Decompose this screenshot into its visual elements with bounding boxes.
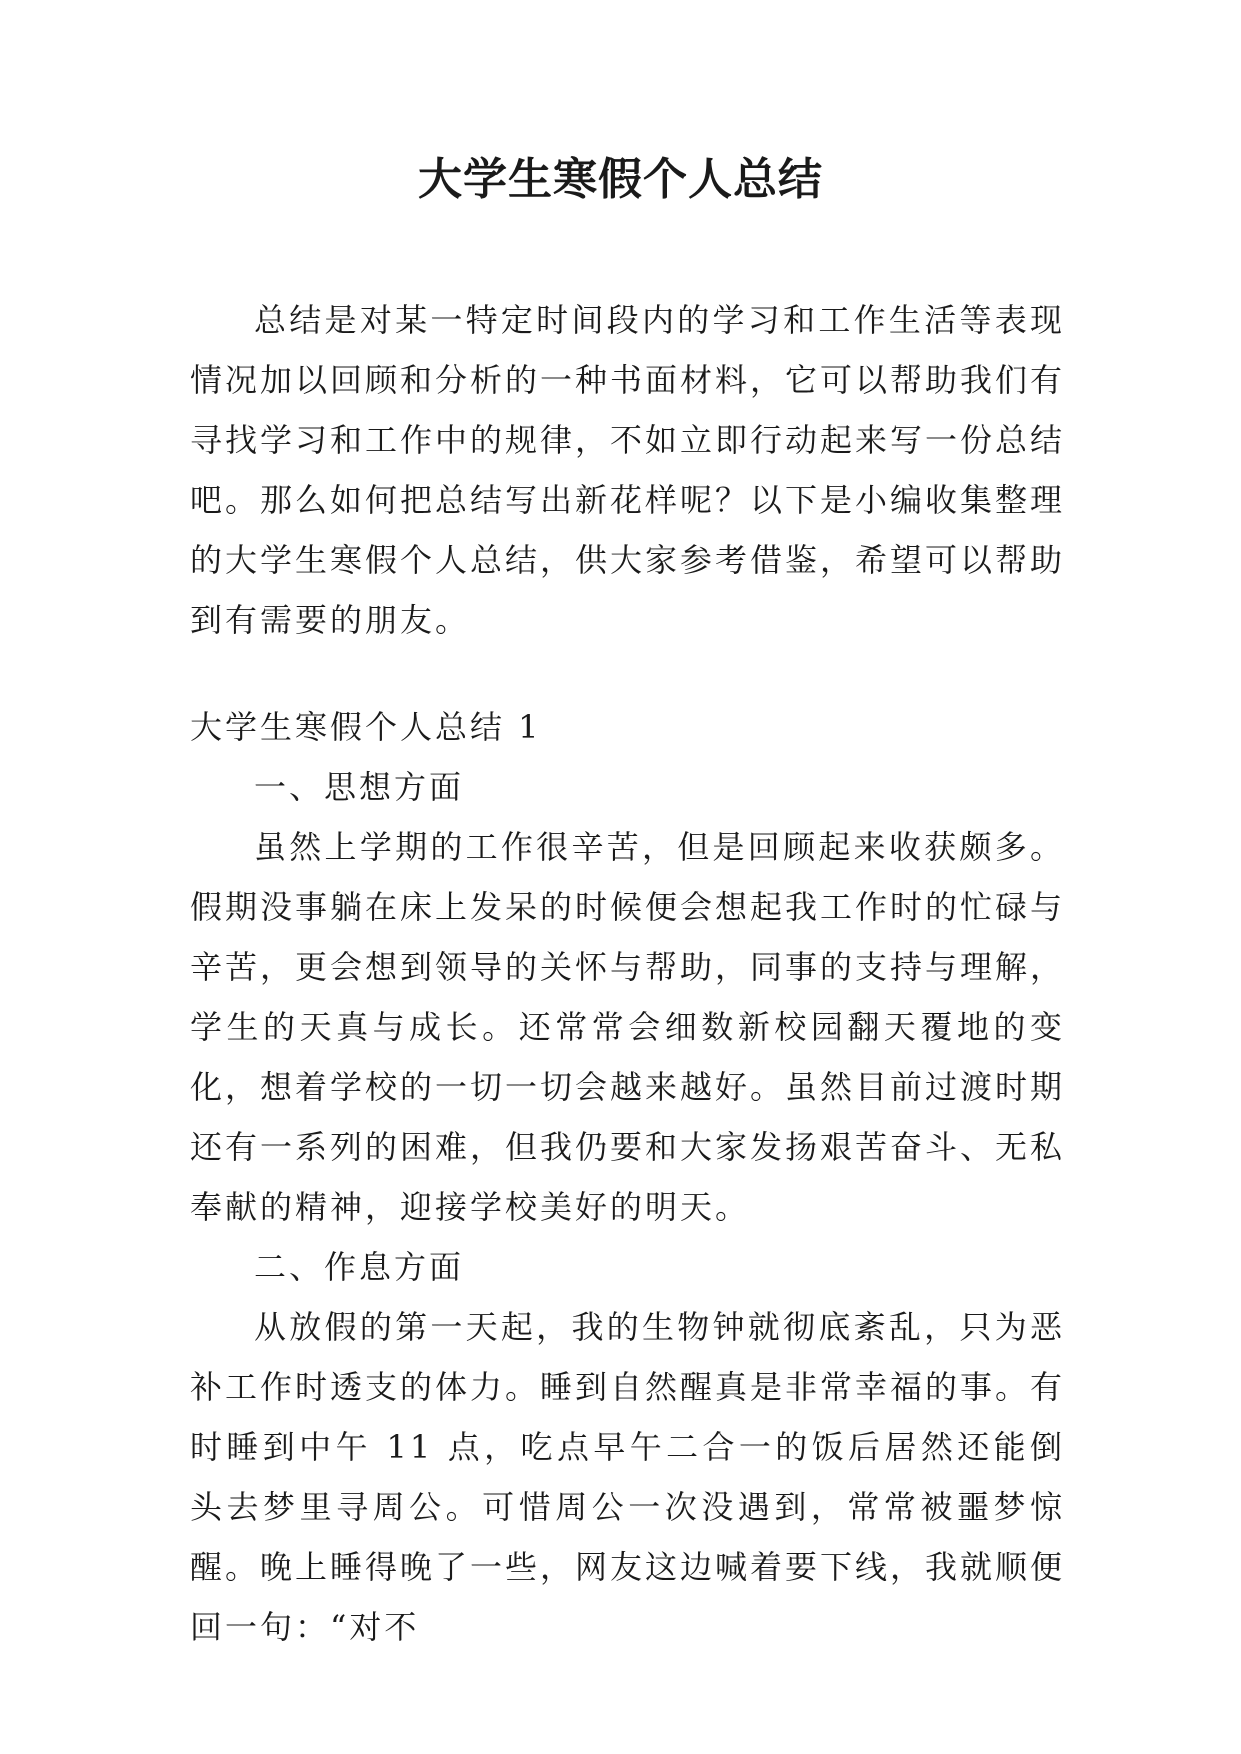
intro-paragraph: 总结是对某一特定时间段内的学习和工作生活等表现情况加以回顾和分析的一种书面材料，它可以帮助我们有寻找学习和工作中的规律，不如立即行动起来写一份总结吧。那么如何把总结写出新花样呢？以下是小编收集整理的大学生寒假个人总结，供大家参考借鉴，希望可以帮助到有需要的朋友。 <box>190 301 1066 639</box>
document-title: 大学生寒假个人总结 <box>418 154 823 205</box>
subsection-heading: 一、思想方面 <box>254 768 465 806</box>
section-1 <box>190 697 1065 1657</box>
body-paragraph: 从放假的第一天起，我的生物钟就彻底紊乱，只为恶补工作时透支的体力。睡到自然醒真是非常幸福的事。有时睡到中午 11 点，吃点早午二合一的饭后居然还能倒头去梦里寻周公。可惜周公一次没遇到，常常被噩梦惊醒。晚上睡得晚了一些，网友这边喊着要下线，我就顺便回一句：“对不 <box>190 1308 1066 1646</box>
body-paragraph: 虽然上学期的工作很辛苦，但是回顾起来收获颇多。假期没事躺在床上发呆的时候便会想起我工作时的忙碌与辛苦，更会想到领导的关怀与帮助，同事的支持与理解，学生的天真与成长。还常常会细数新校园翻天覆地的变化，想着学校的一切一切会越来越好。虽然目前过渡时期还有一系列的困难，但我仍要和大家发扬艰苦奋斗、无私奉献的精神，迎接学校美好的明天。 <box>190 828 1066 1226</box>
intro-block <box>190 290 1065 650</box>
section-heading: 大学生寒假个人总结 1 <box>190 708 542 746</box>
subsection-heading: 二、作息方面 <box>254 1248 465 1286</box>
